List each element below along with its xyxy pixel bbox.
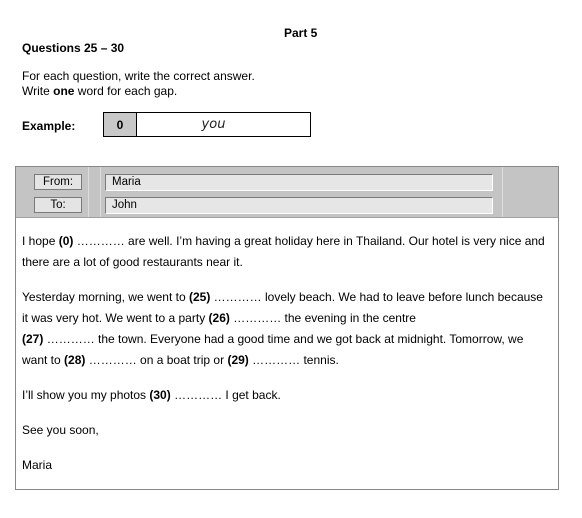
text-run: on a boat trip or (136, 353, 228, 367)
example-label: Example: (22, 119, 76, 133)
email-header (16, 167, 558, 218)
gap: ………… (174, 388, 223, 402)
question-number: (26) (208, 311, 230, 325)
text-run: I’ll show you my photos (22, 388, 150, 402)
example-number: 0 (104, 113, 137, 136)
from-label: From: (34, 174, 82, 190)
example-box (103, 112, 311, 137)
text-run: the evening in the centre (281, 311, 416, 325)
to-label: To: (34, 197, 82, 213)
paragraph-1 (22, 231, 552, 273)
question-number: (0) (58, 234, 74, 248)
gap: ………… (233, 311, 282, 325)
closing: See you soon, (22, 423, 99, 437)
email-card (15, 166, 559, 490)
question-number: (30) (149, 388, 171, 402)
question-number: (25) (188, 290, 211, 304)
part-title: Part 5 (284, 26, 318, 40)
gap: ………… (88, 353, 137, 367)
from-row (16, 174, 558, 192)
gap: ………… (46, 332, 95, 346)
paragraph-3 (22, 385, 552, 406)
gap: ………… (76, 234, 125, 248)
question-number: (27) (22, 332, 44, 346)
email-body (22, 231, 552, 490)
gap: ………… (213, 290, 262, 304)
question-number: (28) (64, 353, 86, 367)
text-run: lovely beach. We had to leave before lunch because it was very hot. We went to a party (22, 290, 543, 325)
instruction-prefix: Write (22, 84, 54, 98)
text-run: are well. I’m having a great holiday here in Thailand. Our hotel is very nice and there are a lot of good restaurants near it. (22, 234, 545, 269)
paragraph-2 (22, 287, 552, 371)
text-run: the town. Everyone had a good time and we got back at midnight. Tomorrow, we want to (22, 332, 524, 367)
gap: ………… (252, 353, 301, 367)
instruction-bold-word: one (53, 84, 75, 98)
text-run: I hope (22, 234, 59, 248)
instruction-suffix: word for each gap. (74, 84, 178, 98)
instruction-line-1: For each question, write the correct answer. (22, 69, 255, 83)
text-run: tennis. (300, 353, 339, 367)
text-run: Yesterday morning, we went to (22, 290, 189, 304)
text-run: I get back. (222, 388, 281, 402)
instruction-line-2 (22, 84, 255, 99)
example-answer: you (201, 117, 226, 132)
question-number: (29) (227, 353, 249, 367)
to-field: John (105, 197, 493, 214)
from-field: Maria (105, 174, 493, 191)
signature: Maria (22, 458, 53, 472)
to-row (16, 197, 558, 215)
questions-heading: Questions 25 – 30 (22, 41, 125, 55)
instructions (22, 69, 255, 99)
